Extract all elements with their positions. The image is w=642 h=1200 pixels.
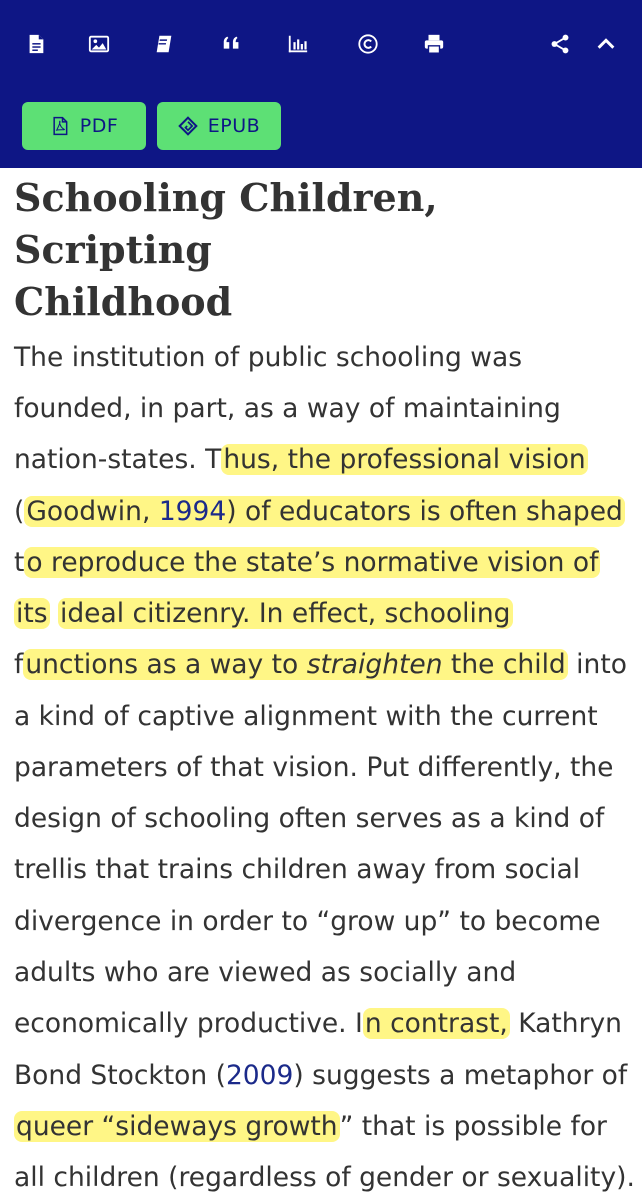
- text-run: the child: [442, 649, 566, 680]
- epub-button-label: EPUB: [207, 115, 261, 137]
- text-run: nation-states. T: [14, 444, 222, 475]
- text-run: a kind of captive alignment with the current: [14, 701, 598, 732]
- chart-icon[interactable]: [284, 30, 312, 58]
- pdf-button-label: PDF: [79, 115, 119, 137]
- paragraph-line: [14, 1004, 622, 1044]
- paragraph-line: [14, 1107, 607, 1147]
- quote-icon[interactable]: [218, 30, 246, 58]
- emphasis-straighten: straighten: [306, 649, 443, 680]
- paragraph-line: [14, 850, 580, 890]
- highlighted-text: its: [16, 598, 48, 629]
- paragraph-line: [14, 799, 604, 839]
- print-icon[interactable]: [420, 30, 448, 58]
- text-run: divergence in order to “grow up” to become: [14, 906, 601, 937]
- paragraph-line: [14, 1158, 635, 1198]
- title-line: Childhood: [14, 279, 233, 324]
- text-run: founded, in part, as a way of maintaining: [14, 393, 561, 424]
- paragraph-line: [14, 1056, 627, 1096]
- copyright-icon[interactable]: [354, 30, 382, 58]
- citation-link-goodwin-1994[interactable]: 1994: [158, 496, 227, 527]
- epub-icon: [178, 116, 198, 136]
- text-run: all children (regardless of gender or sexuality).: [14, 1162, 635, 1193]
- text-run: unctions as a way to: [25, 649, 307, 680]
- highlighted-text: [24, 496, 624, 527]
- text-run: ) suggests a metaphor of: [293, 1060, 628, 1091]
- text-run: [50, 598, 58, 629]
- text-run: into: [567, 649, 627, 680]
- text-run: The institution of public schooling was: [14, 342, 523, 373]
- paragraph-line: [14, 748, 613, 788]
- highlighted-text: ideal citizenry. In effect, schooling: [60, 598, 511, 629]
- highlighted-text: hus, the professional vision: [223, 444, 586, 475]
- reader-toolbar: [0, 0, 642, 168]
- highlighted-text: n contrast,: [364, 1008, 508, 1039]
- document-icon[interactable]: [22, 30, 50, 58]
- pdf-download-button[interactable]: [22, 102, 146, 150]
- paragraph-line: [14, 440, 588, 480]
- highlighted-text: [23, 649, 567, 680]
- book-icon[interactable]: [150, 30, 178, 58]
- epub-download-button[interactable]: [157, 102, 281, 150]
- pdf-file-icon: [50, 116, 70, 136]
- highlighted-text: queer “sideways growth: [16, 1111, 338, 1142]
- paragraph-line: [14, 645, 627, 685]
- citation-link-stockton-2009[interactable]: 2009: [225, 1060, 294, 1091]
- text-run: Bond Stockton (: [14, 1060, 226, 1091]
- paragraph-line: [14, 389, 561, 429]
- paragraph-line: [14, 902, 601, 942]
- text-run: (: [14, 496, 25, 527]
- text-run: t: [14, 547, 25, 578]
- paragraph-line: [14, 492, 625, 532]
- citation-author: Goodwin,: [26, 496, 159, 527]
- paragraph-line: [14, 953, 516, 993]
- text-run: adults who are viewed as socially and: [14, 957, 517, 988]
- title-line: Schooling Children, Scripting: [14, 175, 438, 272]
- text-run: design of schooling often serves as a kind of: [14, 803, 605, 834]
- text-run: trellis that trains children away from social: [14, 854, 581, 885]
- text-run: parameters of that vision. Put differently, the: [14, 752, 614, 783]
- paragraph-line: [14, 543, 600, 583]
- paragraph-line: [14, 697, 598, 737]
- text-run: economically productive. I: [14, 1008, 363, 1039]
- highlighted-text: o reproduce the state’s normative vision of: [26, 547, 599, 578]
- text-run: f: [14, 649, 24, 680]
- text-run: ” that is possible for: [339, 1111, 607, 1142]
- share-icon[interactable]: [546, 30, 574, 58]
- chevron-up-icon[interactable]: [592, 30, 620, 58]
- text-run: ) of educators is often shaped: [226, 496, 623, 527]
- paragraph-line: [14, 594, 513, 634]
- text-run: Kathryn: [509, 1008, 622, 1039]
- article-title: [14, 172, 634, 328]
- paragraph-line: [14, 338, 522, 378]
- image-icon[interactable]: [85, 30, 113, 58]
